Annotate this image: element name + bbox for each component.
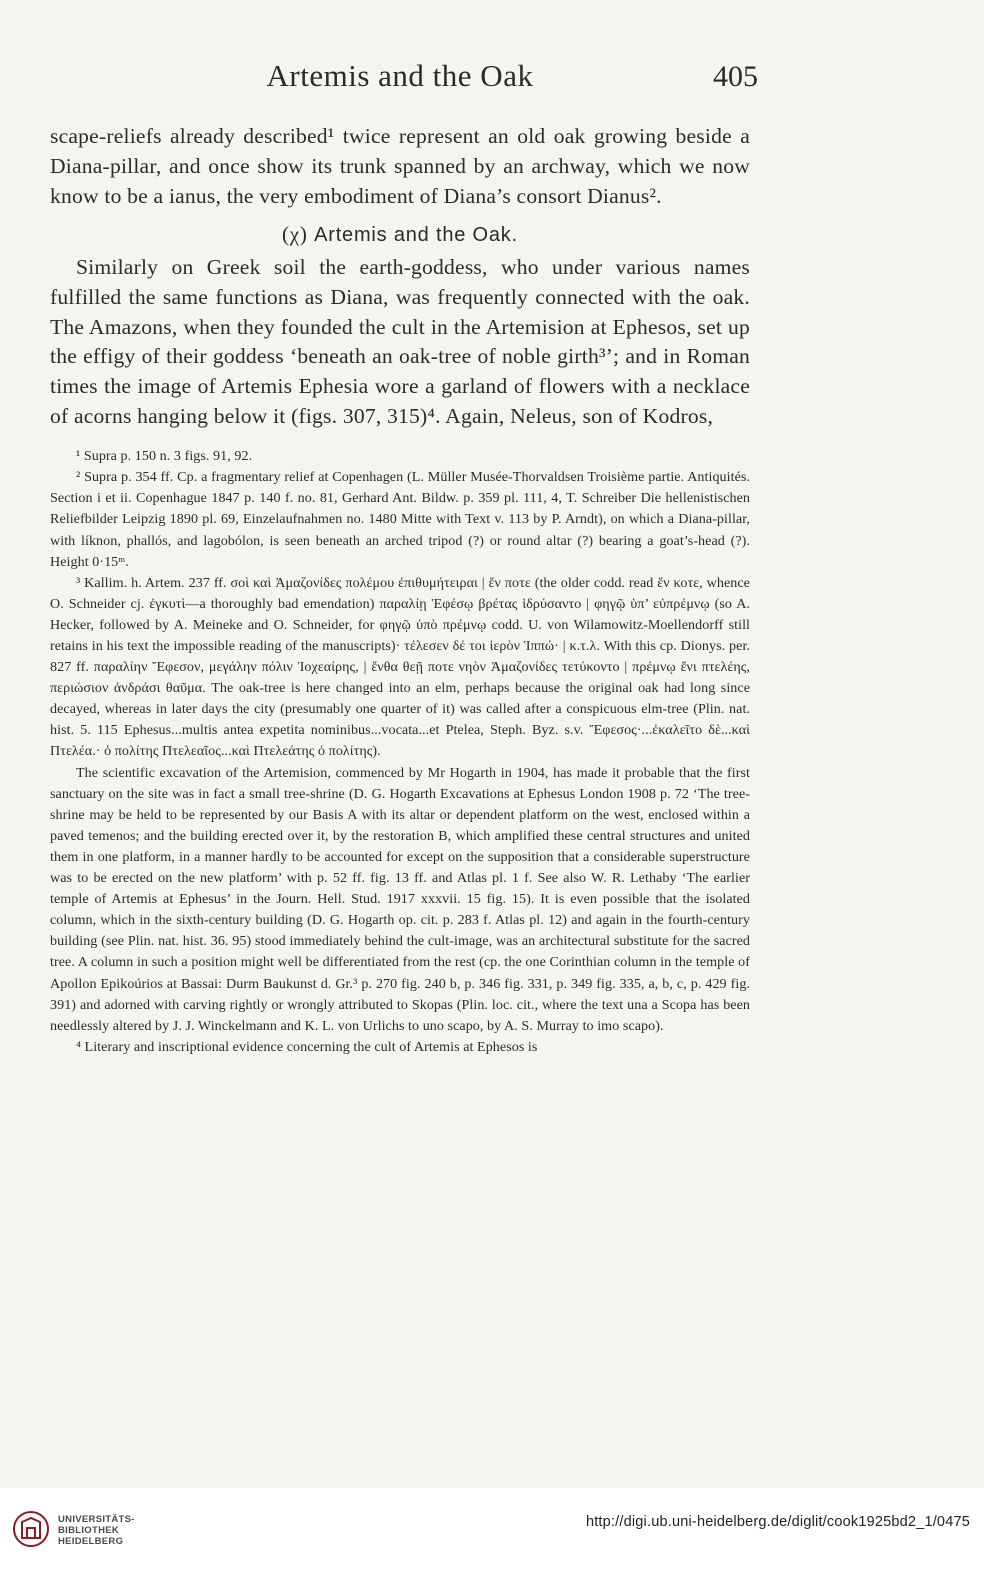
- source-url-link[interactable]: http://digi.ub.uni-heidelberg.de/diglit/cook1925bd2_1/0475: [585, 1514, 970, 1530]
- running-title: Artemis and the Oak: [266, 58, 534, 93]
- section-marker: (χ): [282, 221, 308, 246]
- section-title: Artemis and the Oak.: [314, 223, 518, 246]
- footnote-2: ² Supra p. 354 ff. Cp. a fragmentary relief at Copenhagen (L. Müller Musée-Thorvaldsen Troisième partie. Antiquités. Section i et ii. Copenhague 1847 p. 140 f. no. 81, Gerhard Ant. Bildw. p. 359 pl. 111, 4, T. Schreiber Die hellenistischen Reliefbilder Leipzig 1890 pl. 69, Einzelaufnahmen no. 1480 Mitte with Text v. 113 by P. Arndt), on which a Diana-pillar, with líknon, phallós, and lagobólon, is seen beneath an arched tripod (?) or round altar (?) bearing a goat’s-head (?). Height 0·15ᵐ.: [50, 469, 750, 570]
- footnote-4: ⁴ Literary and inscriptional evidence concerning the cult of Artemis at Ephesos is: [76, 1038, 538, 1055]
- paragraph-2: Similarly on Greek soil the earth-goddess, who under various names fulfilled the same functions as Diana, was frequently connected with the oak. The Amazons, when they founded the cult in the Artemision at Ephesos, set up the effigy of their goddess ‘beneath an oak-tree of noble girth³’; and in Roman times the image of Artemis Ephesia wore a garland of flowers with a necklace of acorns hanging below it (figs. 307, 315)⁴. Again, Neleus, son of Kodros,: [50, 254, 750, 429]
- page-header: [50, 58, 758, 102]
- main-text: [50, 122, 750, 432]
- footnote-3-continued: The scientific excavation of the Artemision, commenced by Mr Hogarth in 1904, has made it probable that the first sanctuary on the site was in fact a small tree-shrine (D. G. Hogarth Excavations at Ephesus London 1908 p. 72 ‘The tree-shrine may be held to be represented by our Basis A with its altar or dependent platform on the west, enclosed within a paved temenos; and the building erected over it, by the restoration B, which amplified these central structures and united them in one platform, in a manner hardly to be accounted for except on the supposition that a considerable superstructure was to be erected on the new platform’ with p. 52 ff. fig. 13 ff. and Atlas pl. 1 f. See also W. R. Lethaby ‘The earlier temple of Artemis at Ephesus’ in the Journ. Hell. Stud. 1917 xxxvii. 15 fig. 15). It is even possible that the isolated column, which in the sixth-century building (D. G. Hogarth op. cit. p. 283 f. Atlas pl. 12) and again in the fourth-century building (see Plin. nat. hist. 36. 95) stood immediately behind the cult-image, was an architectural substitute for the sacred tree. A column in such a position might well be differentiated from the rest (cp. the one Corinthian column in the temple of Apollon Epikoúrios at Bassai: Durm Baukunst d. Gr.³ p. 270 fig. 240 b, p. 346 fig. 331, p. 349 fig. 335, a, b, c, p. 429 fig. 391) and adorned with carving rightly or wrongly attributed to Skopas (Plin. loc. cit., where the text una a Scopa has been needlessly altered by J. J. Winckelmann and K. L. von Urlichs to uno scapo, by A. S. Murray to imo scapo).: [50, 764, 750, 1034]
- library-footer: [0, 1488, 984, 1573]
- page-number: 405: [713, 60, 758, 93]
- footnote-3: ³ Kallim. h. Artem. 237 ff. σοὶ καὶ Ἀμαζονίδες πολέμου ἐπιθυμήτειραι | ἔν ποτε (the older codd. read ἔν κοτε, whence O. Schneider cj. ἐγκυτὶ—a thoroughly bad emendation) παραλίῃ Ἐφέσῳ βρέτας ἱδρύσαντο | φηγῷ ὑπ’ εὐπρέμνῳ (so A. Hecker, followed by A. Meineke and O. Schneider, for φηγῷ ὑπὸ πρέμνῳ codd. U. von Wilamowitz-Moellendorff still retains in his text the impossible reading of the manuscripts)· τέλεσεν δέ τοι ἱερὸν Ἱππώ· | κ.τ.λ. With this cp. Dionys. per. 827 ff. παραλίην Ἔφεσον, μεγάλην πόλιν Ἰοχεαίρης, | ἔνθα θεῇ ποτε νηὸν Ἀμαζονίδες τετύκοντο | πρέμνῳ ἔνι πτελέης, περιώσιον ἀνδράσι θαῦμα. The oak-tree is here changed into an elm, perhaps because the original oak had long since decayed, whereas in later days the city (presumably one quarter of it) was called after a conspicuous elm-tree (Plin. nat. hist. 5. 115 Ephesus...multis antea expetita nominibus...vocata...et Ptelea, Steph. Byz. s.v. Ἔφεσος·...ἐκαλεῖτο δὲ...καὶ Πτελέα.· ὁ πολίτης Πτελεαῖος...καὶ Πτελεάτης ὁ πολίτης).: [50, 574, 750, 760]
- footnote-1: ¹ Supra p. 150 n. 3 figs. 91, 92.: [76, 448, 253, 465]
- paragraph-1: scape-reliefs already described¹ twice represent an old oak growing beside a Diana-pillar, and once show its trunk spanned by an archway, which we now know to be a ianus, the very embodiment of Diana’s consort Dianus².: [50, 124, 750, 208]
- university-library-logo-icon: [12, 1510, 50, 1548]
- section-heading: [50, 222, 750, 247]
- footnotes: [50, 446, 750, 1058]
- library-name: UNIVERSITÄTS- BIBLIOTHEK HEIDELBERG: [58, 1514, 135, 1547]
- page-body: [50, 122, 750, 1058]
